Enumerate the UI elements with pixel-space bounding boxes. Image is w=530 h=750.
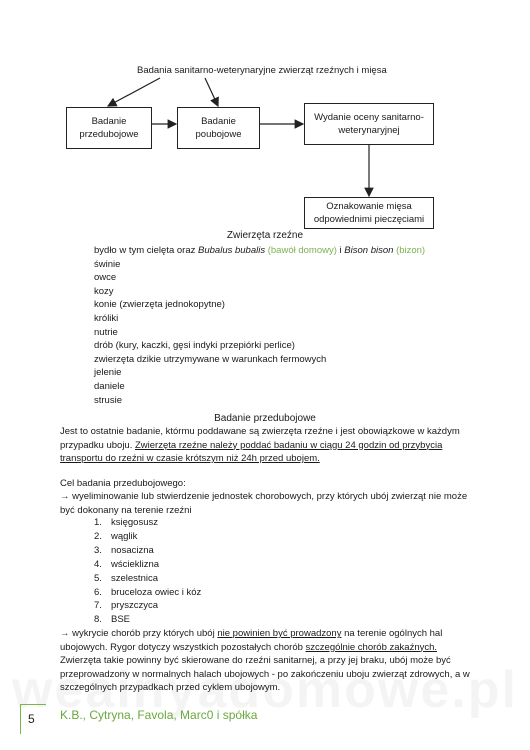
- disease-item: [94, 599, 201, 613]
- page-number: 5: [28, 712, 35, 726]
- disease-item: [94, 572, 201, 586]
- disease-list: [94, 516, 201, 627]
- animal-item: owce: [94, 272, 117, 284]
- bubalus-note: (bawół domowy): [267, 245, 337, 256]
- disease-name: bruceloza owiec i kóz: [111, 586, 202, 598]
- animal-item: konie (zwierzęta jednokopytne): [94, 299, 225, 311]
- disease-number: 2.: [94, 530, 102, 542]
- disease-item: [94, 558, 201, 572]
- disease-number: 8.: [94, 614, 102, 626]
- footer-authors: K.B., Cytryna, Favola, Marc0 i spółka: [60, 708, 258, 722]
- disease-name: wścieklizna: [111, 558, 160, 570]
- bubalus-name: Bubalus bubalis: [198, 245, 266, 256]
- disease-name: księgosusz: [111, 517, 158, 528]
- box-pre-slaughter: Badanie przedubojowe: [66, 107, 152, 149]
- animal-item: jelenie: [94, 367, 122, 379]
- animals-title: Zwierzęta rzeźne: [226, 230, 304, 241]
- goal-title: Cel badania przedubojowego:: [60, 478, 186, 489]
- disease-number: 7.: [94, 600, 102, 612]
- goal2-underlined-a: nie powinien być prowadzony: [217, 628, 342, 639]
- animal-item: króliki: [94, 312, 119, 324]
- cattle-text: bydło w tym cielęta oraz: [94, 245, 199, 256]
- footer-accent-rule: [20, 704, 46, 705]
- disease-name: pryszczyca: [111, 600, 158, 612]
- disease-number: 5.: [94, 572, 102, 584]
- and-text: i: [336, 245, 345, 256]
- animal-item: nutrie: [94, 326, 118, 338]
- box-marking: Oznakowanie mięsa odpowiednimi pieczęciami: [304, 197, 434, 229]
- animal-item: zwierzęta dzikie utrzymywane w warunkach fermowych: [94, 353, 327, 365]
- animals-list: [94, 244, 425, 407]
- disease-item: [94, 544, 201, 558]
- bison-name: Bison bison: [344, 245, 394, 256]
- box-post-slaughter: Badanie poubojowe: [177, 107, 260, 149]
- flow-diagram: [0, 0, 530, 240]
- goal2-text-c: Zwierzęta takie powinny być skierowane do rzeźni sanitarnej, a przy jej braku, ubój może być przeprowadzony w normalnych halach ubojowych - po zakończeniu uboju zwierząt zdrowych, a w szczególnych przypadkach przed cyklem ubojowym.: [60, 655, 470, 694]
- p1-text: Jest to ostatnie badanie, którmu poddawane są zwierzęta rzeźne i jest obowiązkowe w każdym przypadku uboju.: [60, 426, 460, 451]
- animal-item: daniele: [94, 380, 125, 392]
- disease-item: [94, 530, 201, 544]
- disease-number: 4.: [94, 558, 102, 570]
- disease-item: [94, 613, 201, 627]
- disease-name: wąglik: [111, 530, 138, 542]
- animal-item: świnie: [94, 258, 121, 270]
- footer-accent-line: [20, 704, 21, 734]
- disease-number: 1.: [94, 517, 102, 528]
- diagram-title: Badania sanitarno-weterynaryjne zwierząt rzeźnych i mięsa: [137, 65, 387, 76]
- p1-underlined: Zwierzęta rzeźne należy poddać badaniu w ciągu 24 godzin od przybycia transportu do rzeźni w czasie krótszym niż 24h przed ubojem.: [60, 439, 443, 465]
- goal2-text-a: → wykrycie chorób przy których ubój: [60, 628, 218, 639]
- disease-name: BSE: [111, 614, 131, 626]
- animals-line-cattle: [94, 244, 425, 258]
- goal2-text-b: na terenie ogólnych hal ubojowych. Rygor dotyczy wszystkich pozostałych chorób: [60, 628, 443, 653]
- animal-item: drób (kury, kaczki, gęsi indyki przepiórki perlice): [94, 340, 295, 352]
- disease-name: nosacizna: [111, 544, 154, 556]
- bison-note: (bizon): [396, 245, 426, 256]
- disease-number: 6.: [94, 586, 102, 598]
- disease-item: [94, 516, 201, 530]
- section-title: Badanie przedubojowe: [214, 413, 316, 424]
- disease-name: szelestnica: [111, 572, 158, 584]
- section-paragraph: [60, 425, 480, 466]
- goal2-underlined-b: szczególnie chorób zakaźnych.: [305, 641, 438, 653]
- animal-item: kozy: [94, 285, 114, 297]
- box-assessment: Wydanie oceny sanitarno-weterynaryjnej: [304, 103, 434, 145]
- disease-number: 3.: [94, 544, 102, 556]
- animal-item: strusie: [94, 394, 122, 406]
- disease-item: [94, 586, 201, 600]
- goal-1: → wyeliminowanie lub stwierdzenie jednostek chorobowych, przy których ubój zwierząt nie może być dokonany na terenie rzeźni: [60, 491, 468, 516]
